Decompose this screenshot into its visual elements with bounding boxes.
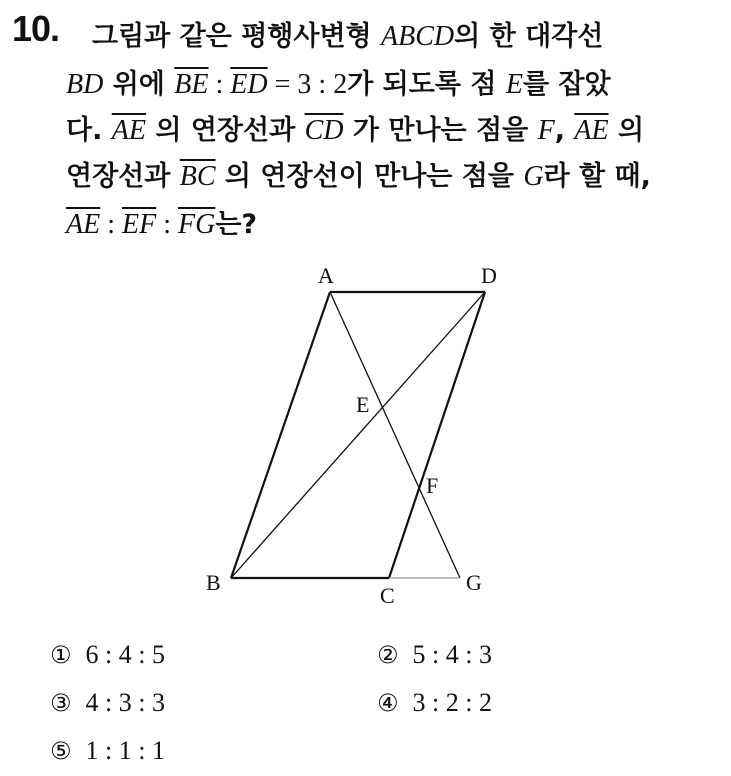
text: 라 할 때, <box>543 161 651 192</box>
colon: : <box>100 209 122 240</box>
segment-ae: $\overline{AE}$ <box>111 115 146 146</box>
label-a: A <box>318 263 334 288</box>
label-b: B <box>206 570 221 595</box>
choice-5[interactable] <box>50 736 165 766</box>
choice-4[interactable] <box>377 688 492 718</box>
line-ag <box>330 292 460 578</box>
text: 위에 <box>103 69 175 100</box>
ratio-value: = 3 : 2 <box>267 69 348 100</box>
label-c: C <box>380 583 395 608</box>
text: 의 한 대각선 <box>454 21 604 52</box>
math-e: E <box>505 69 523 100</box>
math-f: F <box>537 115 555 146</box>
choice-number: ② <box>377 641 399 669</box>
segment-fg: $\overline{FG}$ <box>178 209 216 240</box>
math-g: G <box>523 161 544 192</box>
text: 의 연장선이 만나는 점을 <box>215 161 524 192</box>
math-bd: BD <box>66 69 104 100</box>
math-abcd: ABCD <box>381 21 455 52</box>
text: 의 <box>608 115 645 146</box>
choice-1[interactable] <box>50 640 165 670</box>
colon: : <box>208 69 231 100</box>
label-f: F <box>426 473 439 498</box>
label-g: G <box>466 570 482 595</box>
question-number: 10. <box>12 8 60 49</box>
text: 다. <box>66 115 112 146</box>
label-d: D <box>481 263 497 288</box>
segment-ae: $\overline{AE}$ <box>574 115 609 146</box>
side-ab <box>231 292 330 578</box>
text: 를 잡았 <box>522 69 611 100</box>
diagonal-bd <box>231 292 485 578</box>
choice-number: ③ <box>50 689 72 717</box>
text: 그림과 같은 평행사변형 <box>92 21 382 52</box>
text: , <box>554 115 575 146</box>
choice-text: 3 : 2 : 2 <box>412 688 492 717</box>
choice-number: ④ <box>377 689 399 717</box>
text: 연장선과 <box>66 161 180 192</box>
segment-bc: $\overline{BC}$ <box>179 161 216 192</box>
choice-text: 6 : 4 : 5 <box>85 640 165 669</box>
choice-text: 4 : 3 : 3 <box>85 688 165 717</box>
choice-number: ① <box>50 641 72 669</box>
segment-ef: $\overline{EF}$ <box>122 209 157 240</box>
text: 는? <box>215 209 258 240</box>
text: 가 되도록 점 <box>347 69 506 100</box>
colon: : <box>156 209 178 240</box>
label-e: E <box>356 392 370 417</box>
text: 가 만나는 점을 <box>343 115 538 146</box>
choice-text: 5 : 4 : 3 <box>412 640 492 669</box>
segment-ed: $\overline{ED}$ <box>230 69 268 100</box>
segment-ae: $\overline{AE}$ <box>66 209 101 240</box>
choice-text: 1 : 1 : 1 <box>85 736 165 765</box>
segment-cd: $\overline{CD}$ <box>304 115 344 146</box>
choice-number: ⑤ <box>50 737 72 765</box>
side-dc <box>389 292 485 578</box>
choice-3[interactable] <box>50 688 165 718</box>
choice-2[interactable] <box>377 640 492 670</box>
segment-be: $\overline{BE}$ <box>174 69 209 100</box>
text: 의 연장선과 <box>145 115 305 146</box>
